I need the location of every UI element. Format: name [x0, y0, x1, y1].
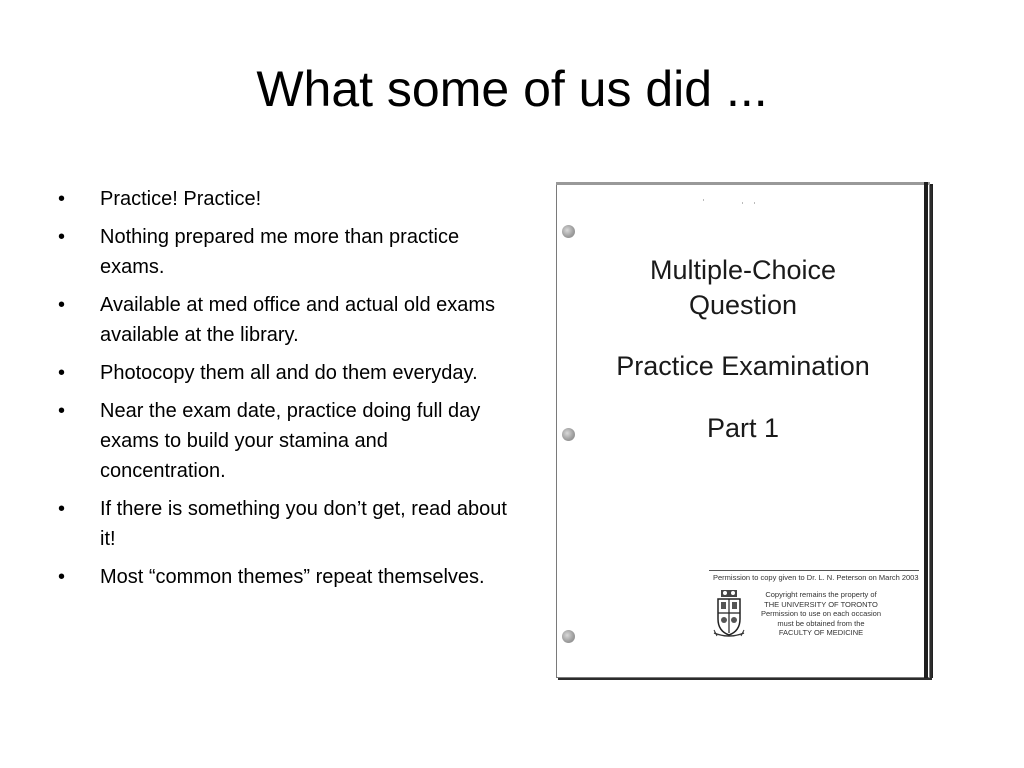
punch-hole-icon — [562, 225, 575, 238]
bullet-text: Nothing prepared me more than practice exams. — [100, 226, 460, 278]
bullet-text: If there is something you don’t get, read about it! — [100, 498, 507, 550]
scan-edge — [556, 182, 930, 185]
list-item — [58, 358, 508, 388]
bullet-icon: • — [58, 188, 66, 210]
scanned-page — [556, 184, 930, 678]
slide-title: What some of us did ... — [256, 61, 768, 117]
copyright-line: FACULTY OF MEDICINE — [778, 628, 864, 637]
exam-heading-line: Part 1 — [706, 413, 780, 443]
bullet-icon: • — [58, 294, 66, 316]
bullet-text: Practice! Practice! — [100, 188, 262, 210]
exam-heading-line: Practice Examination — [616, 351, 870, 381]
scanned-exam-cover-image — [552, 178, 937, 683]
bullet-icon: • — [58, 400, 66, 422]
copyright-line: must be obtained from the — [777, 618, 865, 628]
divider — [709, 570, 919, 571]
copyright-line: Copyright remains the property of — [765, 590, 877, 599]
scan-speck — [742, 202, 743, 204]
bullet-text: Most “common themes” repeat themselves. — [100, 566, 485, 588]
scan-edge — [924, 182, 928, 678]
bullet-list — [58, 184, 508, 600]
punch-hole-icon — [562, 630, 575, 643]
exam-heading-line: Question — [688, 290, 798, 320]
bullet-icon: • — [58, 566, 66, 588]
permission-note: Permission to copy given to Dr. L. N. Peterson on March 2003 — [713, 573, 919, 582]
bullet-icon: • — [58, 226, 66, 248]
scan-speck — [754, 202, 755, 204]
list-item — [58, 290, 508, 350]
scan-speck — [703, 199, 704, 201]
bullet-text: Photocopy them all and do them everyday. — [100, 362, 478, 384]
list-item — [58, 494, 508, 554]
copyright-line: THE UNIVERSITY OF TORONTO — [764, 599, 878, 609]
exam-heading-line: Multiple-Choice — [649, 255, 837, 285]
bullet-icon: • — [58, 498, 66, 520]
copyright-line: Permission to use on each occasion — [760, 609, 882, 618]
university-crest-icon — [712, 589, 746, 639]
list-item — [58, 184, 508, 214]
list-item — [58, 396, 508, 486]
bullet-text: Near the exam date, practice doing full day exams to build your stamina and concentration. — [100, 400, 481, 482]
copyright-notice — [751, 590, 891, 638]
bullet-icon: • — [58, 362, 66, 384]
list-item — [58, 562, 508, 592]
bullet-text: Available at med office and actual old exams available at the library. — [100, 294, 496, 346]
list-item — [58, 222, 508, 282]
